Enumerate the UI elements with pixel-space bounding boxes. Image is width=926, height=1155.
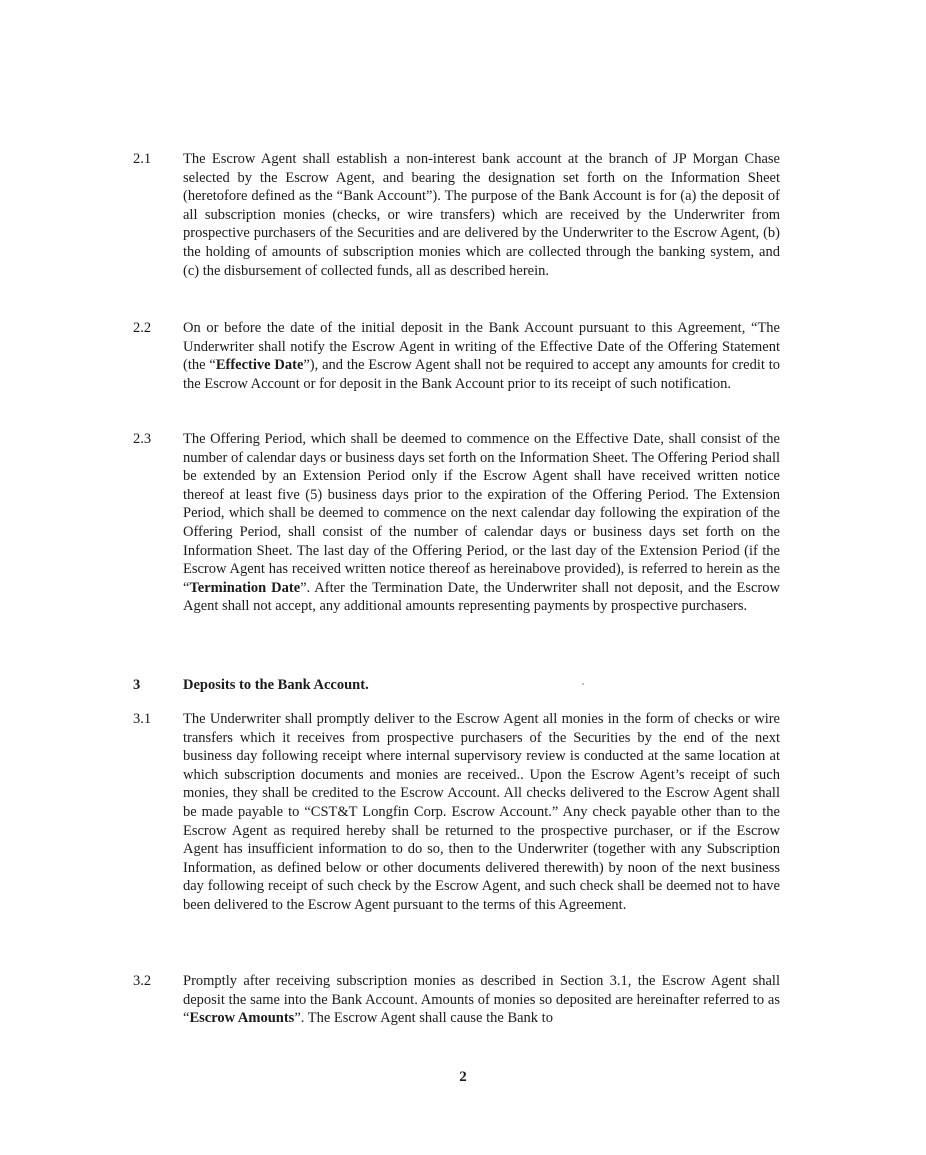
section-number: 3.2 [133, 973, 152, 989]
text-run: ”. After the Termination Date, the Underwriter shall not deposit, and the Escrow Agent shall not accept, any additional amounts representing payments by prospective purchasers. [183, 579, 780, 615]
section-2-3 [133, 430, 780, 616]
section-body [183, 710, 780, 915]
scan-speck [582, 683, 584, 685]
section-body [183, 430, 780, 616]
text-run: The Underwriter shall promptly deliver to the Escrow Agent all monies in the form of checks or wire transfers which it receives from prospective purchasers of the Securities by the end of the next business day following receipt where internal supervisory review is conducted at the same location at which subscription documents and monies are received.. Upon the Escrow Agent’s receipt of such monies, they shall be credited to the Escrow Account. All checks delivered to the Escrow Agent shall be made payable to “CST&T Longfin Corp. Escrow Account.” Any check payable other than to the Escrow Agent as required hereby shall be returned to the prospective purchaser, or if the Escrow Agent has insufficient information to do so, then to the Underwriter (together with any Subscription Information, as defined below or other documents delivered therewith) by noon of the next business day following receipt of such check by the Escrow Agent, and such check shall be deemed not to have been delivered to the Escrow Agent pursuant to the terms of this Agreement. [183, 711, 780, 913]
section-number: 3.1 [133, 711, 152, 727]
defined-term-effective-date: Effective Date [215, 357, 304, 374]
defined-term-escrow-amounts: Escrow Amounts [189, 1010, 295, 1027]
section-number: 2.1 [133, 151, 152, 167]
section-body [183, 150, 780, 280]
section-body [183, 972, 780, 1028]
section-2-1 [133, 150, 780, 280]
section-title [183, 676, 780, 695]
text-run: Promptly after receiving subscription monies as described in Section 3.1, the Escrow Agent shall deposit the same into the Bank Account. Amounts of monies so deposited are hereinafter referred to as “ [183, 973, 780, 1027]
section-number: 2.3 [133, 431, 152, 447]
text-run: On or before the date of the initial deposit in the Bank Account pursuant to this Agreement, “The Underwriter shall notify the Escrow Agent in writing of the Effective Date of the Offering Statement (the “ [183, 320, 780, 374]
section-2-2 [133, 319, 780, 393]
defined-term-termination-date: Termination Date [189, 579, 301, 596]
text-run: ”), and the Escrow Agent shall not be required to accept any amounts for credit to the Escrow Account or for deposit in the Bank Account prior to its receipt of such notification. [183, 357, 780, 392]
section-3-1 [133, 710, 780, 915]
section-number: 2.2 [133, 320, 152, 336]
section-3-heading [133, 676, 780, 695]
section-number: 3 [133, 677, 141, 693]
section-3-2 [133, 972, 780, 1028]
heading-text: Deposits to the Bank Account. [183, 677, 369, 693]
text-run: The Escrow Agent shall establish a non-interest bank account at the branch of JP Morgan Chase selected by the Escrow Agent, and bearing the designation set forth on the Information Sheet (heretofore defined as the “Bank Account”). The purpose of the Bank Account is for (a) the deposit of all subscription monies (checks, or wire transfers) which are received by the Underwriter from prospective purchasers of the Securities and are delivered by the Underwriter to the Escrow Agent, (b) the holding of amounts of subscription monies which are collected through the banking system, and (c) the disbursement of collected funds, all as described herein. [183, 151, 780, 279]
section-body [183, 319, 780, 393]
text-run: The Offering Period, which shall be deemed to commence on the Effective Date, shall consist of the number of calendar days or business days set forth on the Information Sheet. The Offering Period shall be extended by an Extension Period only if the Escrow Agent shall have received written notice thereof at least five (5) business days prior to the expiration of the Offering Period. The Extension Period, which shall be deemed to commence on the next calendar day following the expiration of the Offering Period, shall consist of the number of calendar days or business days set forth on the Information Sheet. The last day of the Offering Period, or the last day of the Extension Period (if the Escrow Agent has received written notice thereof as hereinabove provided), is referred to herein as the “ [183, 431, 780, 596]
text-run: ”. The Escrow Agent shall cause the Bank to [294, 1010, 553, 1027]
page-number: 2 [459, 1069, 467, 1085]
